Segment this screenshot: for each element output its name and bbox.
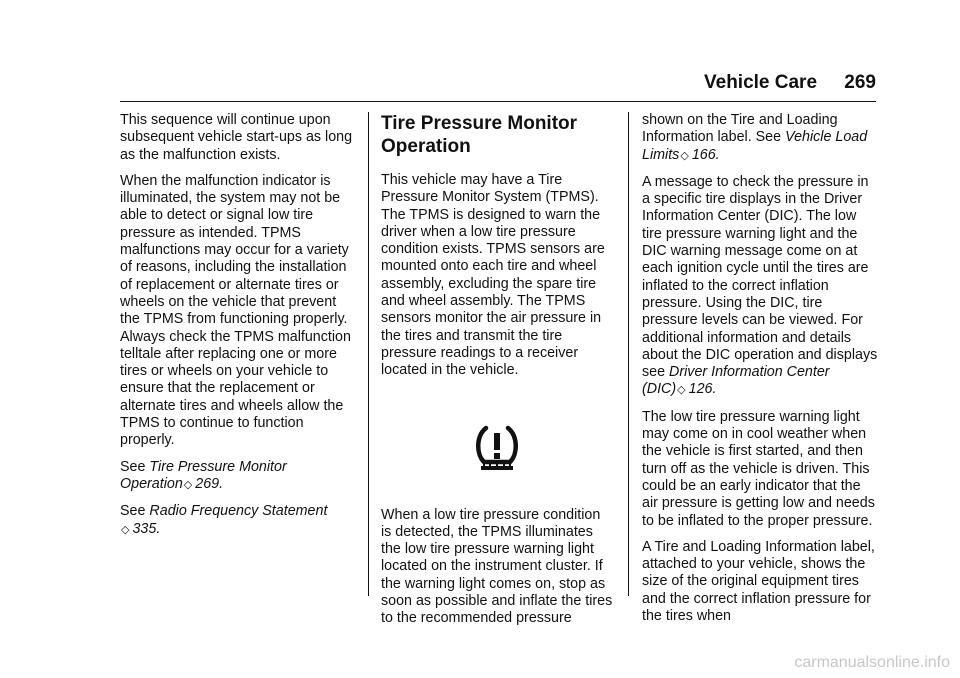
xref-link[interactable]: Vehicle Load Limits: [642, 129, 868, 163]
page-header: [704, 72, 876, 100]
see-prefix: See: [120, 503, 150, 520]
xref-link[interactable]: Radio Frequency Statement: [149, 503, 328, 520]
page-ref-icon: ◇: [680, 149, 689, 162]
page-number: 269: [844, 72, 876, 93]
column-2: [381, 112, 613, 637]
column-1: [120, 112, 358, 548]
section-title: Vehicle Care: [704, 72, 818, 93]
xref-page[interactable]: 335.: [132, 520, 161, 537]
cross-reference: [120, 503, 358, 539]
column-divider: [368, 112, 369, 596]
paragraph: [642, 112, 878, 165]
paragraph: This sequence will continue upon subsequent vehicle start-ups as long as the malfunction exists.: [120, 112, 353, 163]
page-ref-icon: ◇: [677, 384, 686, 397]
column-divider: [628, 112, 629, 596]
paragraph-text: shown on the Tire and Loading Information label. See: [642, 112, 838, 146]
column-3: [642, 112, 878, 634]
paragraph: [642, 174, 878, 400]
watermark: carmanualsonline.info: [794, 654, 950, 671]
header-rule: [120, 101, 876, 102]
paragraph: This vehicle may have a Tire Pressure Monitor System (TPMS). The TPMS is designed to warn the driver when a low tire pressure condition exists. TPMS sensors are mounted onto each tire and wheel assembly, excluding the spare tire and wheel assembly. The TPMS sensors monitor the air pressure in the tires and transmit the tire pressure readings to a receiver located in the vehicle.: [381, 172, 605, 379]
low-tire-pressure-warning-icon: [381, 389, 613, 507]
xref-page[interactable]: 269.: [195, 475, 224, 492]
xref-page[interactable]: 126.: [688, 381, 717, 398]
page-ref-icon: ◇: [183, 478, 193, 491]
see-prefix: See: [120, 458, 150, 475]
cross-reference: [120, 459, 358, 495]
paragraph: A Tire and Loading Information label, attached to your vehicle, shows the size of the original equipment tires and the correct inflation pressure for the tires when: [642, 538, 875, 625]
xref-link[interactable]: Tire Pressure Monitor Operation: [120, 458, 287, 492]
xref-page[interactable]: 166.: [691, 146, 720, 163]
paragraph: When a low tire pressure condition is detected, the TPMS illuminates the low tire pressure warning light located on the instrument cluster. If the warning light comes on, stop as soon as possible and inflate the tires to the recommended pressure: [381, 506, 613, 627]
paragraph: The low tire pressure warning light may come on in cool weather when the vehicle is first started, and then turn off as the vehicle is driven. This could be an early indicator that the air pressure is getting low and needs to be inflated to the proper pressure.: [642, 408, 875, 529]
section-heading: Tire Pressure Monitor Operation: [381, 113, 578, 157]
paragraph-text: A message to check the pressure in a specific tire displays in the Driver Information Center (DIC). The low tire pressure warning light and the DIC warning message come on at each ignition cycle until the tires are inflated to the correct inflation pressure. Using the DIC, tire pressure levels can be viewed. For additional information and details about the DIC operation and displays see: [642, 173, 878, 381]
page-ref-icon: ◇: [121, 523, 130, 536]
paragraph: When the malfunction indicator is illuminated, the system may not be able to detect or signal low tire pressure as intended. TPMS malfunctions may occur for a variety of reasons, including the installation of replacement or alternate tires or wheels on the vehicle that prevent the TPMS from functioning properly. Always check the TPMS malfunction telltale after replacing one or more tires or wheels on your vehicle to ensure that the replacement or alternate tires and wheels allow the TPMS to continue to function properly.: [120, 172, 351, 449]
xref-link[interactable]: Driver Information Center (DIC): [642, 364, 830, 398]
